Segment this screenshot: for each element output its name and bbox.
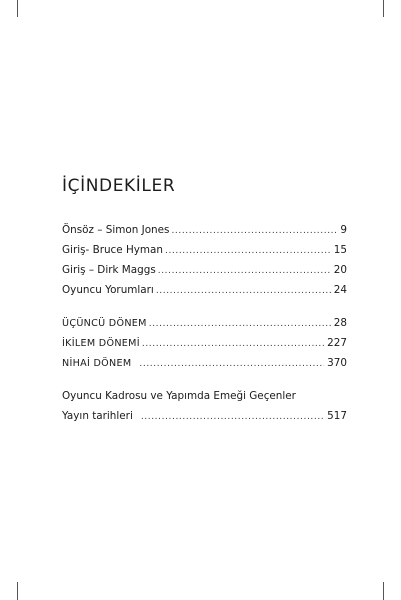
crop-mark-bottom-right	[383, 582, 384, 600]
toc-entry-page: 517	[327, 410, 347, 422]
toc-group-front-matter	[62, 224, 347, 304]
toc-entry-title: NİHAİ DÖNEM	[62, 358, 132, 369]
dot-leader	[141, 412, 324, 422]
toc-entry-page: 9	[340, 224, 347, 236]
crop-mark-top-left	[17, 0, 18, 17]
dot-leader	[171, 226, 337, 236]
toc-entry-title: Oyuncu Yorumları	[62, 284, 154, 296]
toc-entry-title: ÜÇÜNCÜ DÖNEM	[62, 318, 147, 329]
toc-entry-page: 370	[327, 357, 347, 369]
toc-entry-title: İKİLEM DÖNEMİ	[62, 338, 140, 349]
toc-section-heading[interactable]: Oyuncu Kadrosu ve Yapımda Emeği Geçenler	[62, 390, 296, 402]
crop-mark-bottom-left	[17, 582, 18, 600]
toc-entry-page: 24	[333, 284, 347, 296]
toc-group-credits	[62, 390, 347, 430]
toc-entry-page: 28	[333, 317, 347, 329]
toc-entry-title: Önsöz – Simon Jones	[62, 224, 170, 236]
toc-entry[interactable]	[62, 337, 347, 357]
toc-entry[interactable]	[62, 224, 347, 244]
toc-entry[interactable]	[62, 264, 347, 284]
dot-leader	[142, 339, 324, 349]
dot-leader	[158, 266, 331, 276]
dot-leader	[149, 319, 331, 329]
toc-entry-page: 15	[333, 244, 347, 256]
toc-entry[interactable]	[62, 244, 347, 264]
toc-entry[interactable]	[62, 317, 347, 337]
toc-entry-title: Giriş- Bruce Hyman	[62, 244, 163, 256]
toc-entry[interactable]	[62, 410, 347, 430]
dot-leader	[139, 359, 324, 369]
toc-entry-title: Giriş – Dirk Maggs	[62, 264, 156, 276]
toc-entry[interactable]	[62, 357, 347, 377]
toc-entry[interactable]	[62, 284, 347, 304]
toc-entry-title: Yayın tarihleri	[62, 410, 133, 422]
toc-entry-page: 227	[327, 337, 347, 349]
toc-group-periods	[62, 317, 347, 377]
toc-entry-page: 20	[333, 264, 347, 276]
page-title: İÇİNDEKİLER	[62, 176, 176, 196]
dot-leader	[156, 286, 331, 296]
crop-mark-top-right	[383, 0, 384, 17]
dot-leader	[165, 246, 331, 256]
